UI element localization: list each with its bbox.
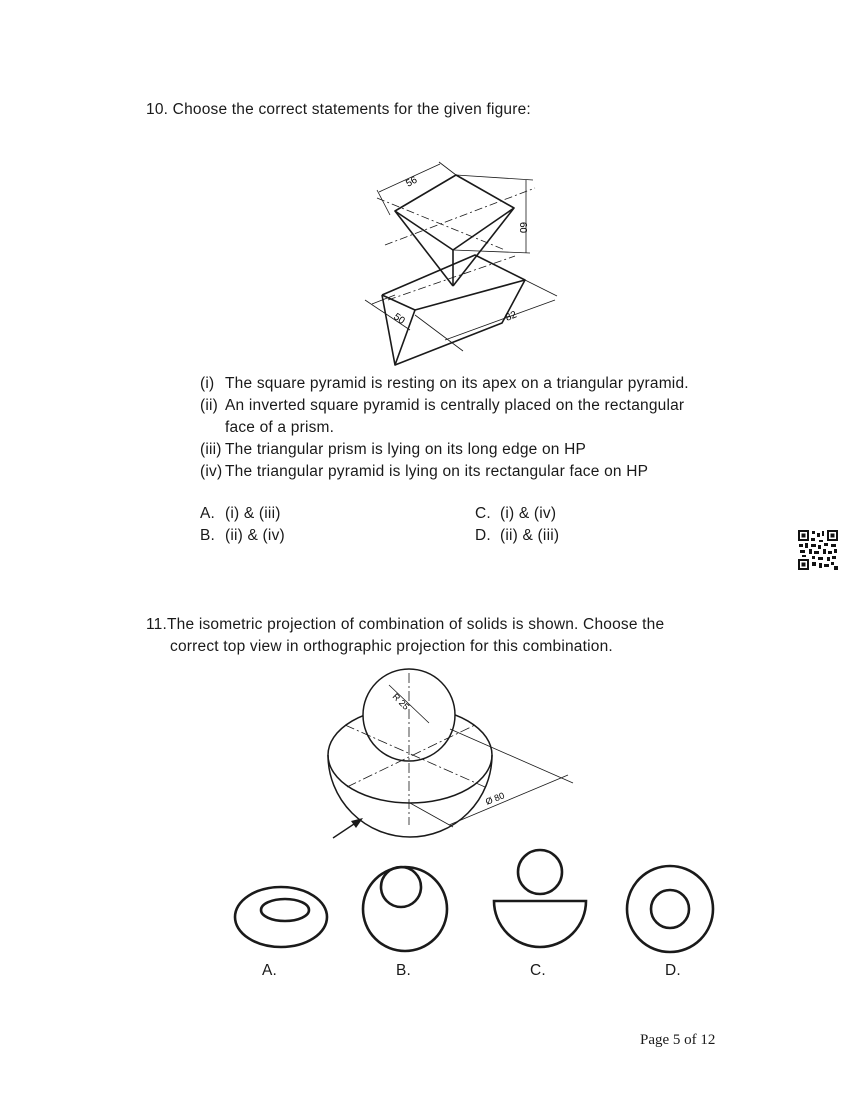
statement-iv: (iv) The triangular pyramid is lying on its rectangular face on HP: [200, 463, 649, 480]
option-a-label[interactable]: A.: [262, 962, 278, 979]
option-b[interactable]: B. (ii) & (iv): [200, 527, 285, 544]
option-c-drawing[interactable]: [494, 850, 586, 947]
dim-82: 82: [504, 309, 519, 324]
view-direction-arrow-icon: [333, 818, 363, 838]
q11-options: [228, 848, 728, 958]
option-d[interactable]: D. (ii) & (iii): [475, 527, 560, 544]
prism-end-face: [382, 295, 415, 365]
dim-60: 60: [517, 222, 528, 234]
statement-i: (i) The square pyramid is resting on its apex on a triangular pyramid.: [200, 375, 689, 392]
q11-figure: [325, 665, 575, 845]
question-number: 10.: [146, 101, 169, 118]
prism-bottom: [395, 280, 525, 365]
question-10: [146, 101, 531, 119]
option-d-label[interactable]: D.: [665, 962, 681, 979]
radius-label: R 25: [390, 691, 412, 712]
option-c-label[interactable]: C.: [530, 962, 546, 979]
qr-code-icon: [798, 530, 838, 570]
option-d-drawing[interactable]: [627, 866, 713, 952]
option-a-drawing[interactable]: [235, 887, 327, 947]
dim-56: 56: [404, 174, 420, 190]
dim-50: 50: [391, 311, 407, 327]
option-b-drawing[interactable]: [363, 867, 447, 951]
question-text-continued: correct top view in orthographic projection for this combination.: [170, 638, 613, 655]
question-11: [146, 614, 664, 658]
diameter-label: Ø 80: [484, 790, 506, 807]
q10-figure: [355, 160, 565, 372]
question-number: 11.: [146, 616, 167, 633]
statement-iii: (iii) The triangular prism is lying on its long edge on HP: [200, 441, 587, 458]
page-number: Page 5 of 12: [640, 1032, 716, 1048]
question-text: Choose the correct statements for the given figure:: [172, 101, 531, 118]
option-a[interactable]: A. (i) & (iii): [200, 505, 281, 522]
pyramid-edge: [395, 211, 453, 286]
statement-ii-continued: face of a prism.: [225, 419, 335, 436]
q10-statements: [200, 373, 689, 483]
option-c[interactable]: C. (i) & (iv): [475, 505, 557, 522]
option-b-label[interactable]: B.: [396, 962, 412, 979]
pyramid-edge: [453, 208, 514, 286]
statement-ii: (ii) An inverted square pyramid is centrally placed on the rectangular: [200, 397, 685, 414]
question-text: The isometric projection of combination of solids is shown. Choose the: [167, 616, 665, 633]
